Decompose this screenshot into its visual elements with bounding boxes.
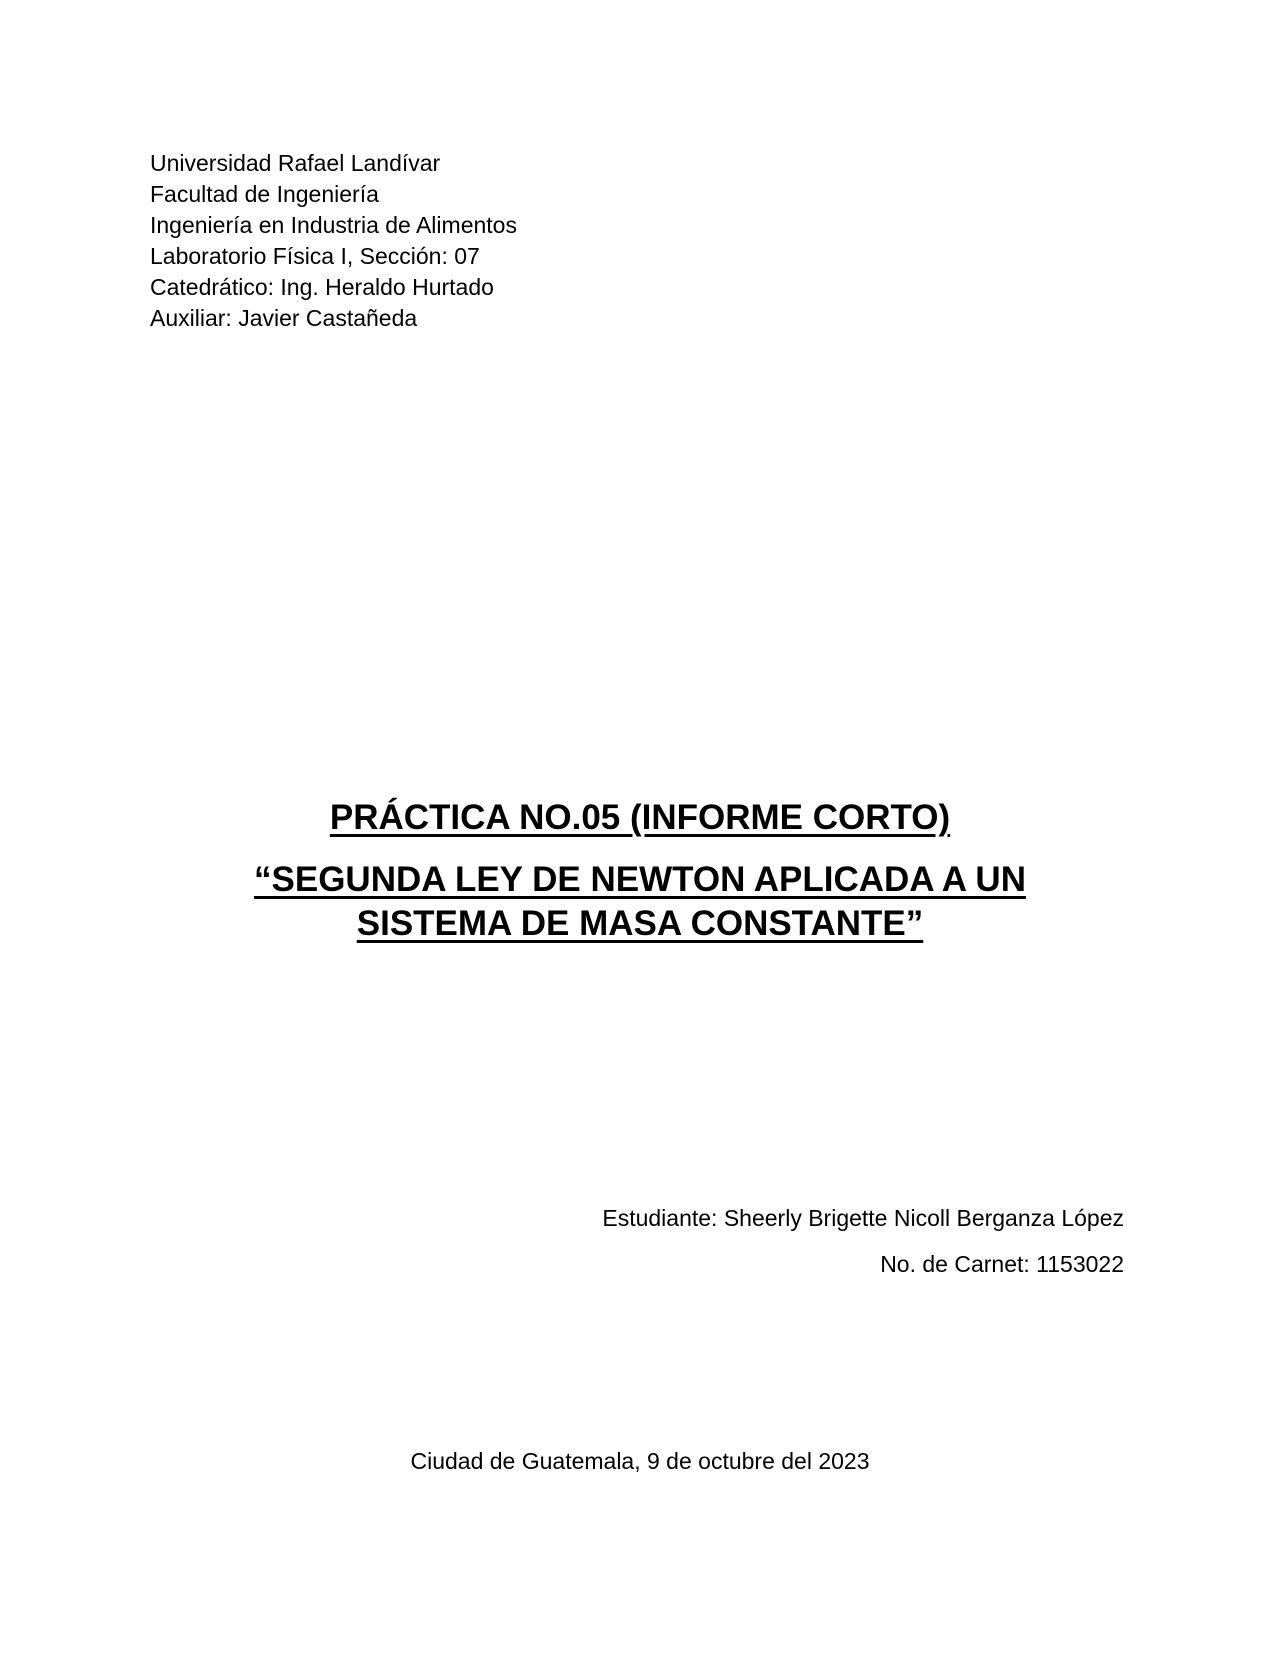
faculty-name: Facultad de Ingeniería xyxy=(150,181,379,207)
institution-header xyxy=(150,148,850,334)
place-date-footer xyxy=(140,1446,1140,1476)
place-and-date: Ciudad de Guatemala, 9 de octubre del 2023 xyxy=(410,1448,870,1474)
assistant-name: Auxiliar: Javier Castañeda xyxy=(150,305,418,331)
professor-name: Catedrático: Ing. Heraldo Hurtado xyxy=(150,274,494,300)
program-name: Ingeniería en Industria de Alimentos xyxy=(150,212,517,238)
university-name: Universidad Rafael Landívar xyxy=(150,150,441,176)
course-section: Laboratorio Física I, Sección: 07 xyxy=(150,243,480,269)
report-subtitle-line-1: “SEGUNDA LEY DE NEWTON APLICADA A UN xyxy=(254,860,1026,899)
report-subtitle-line-2: SISTEMA DE MASA CONSTANTE” xyxy=(356,904,924,943)
student-carnet: No. de Carnet: 1153022 xyxy=(880,1251,1124,1277)
student-info xyxy=(424,1203,1124,1279)
report-title: PRÁCTICA NO.05 (INFORME CORTO) xyxy=(329,798,951,837)
student-name: Estudiante: Sheerly Brigette Nicoll Berganza López xyxy=(602,1205,1124,1231)
report-title-block xyxy=(140,796,1140,946)
